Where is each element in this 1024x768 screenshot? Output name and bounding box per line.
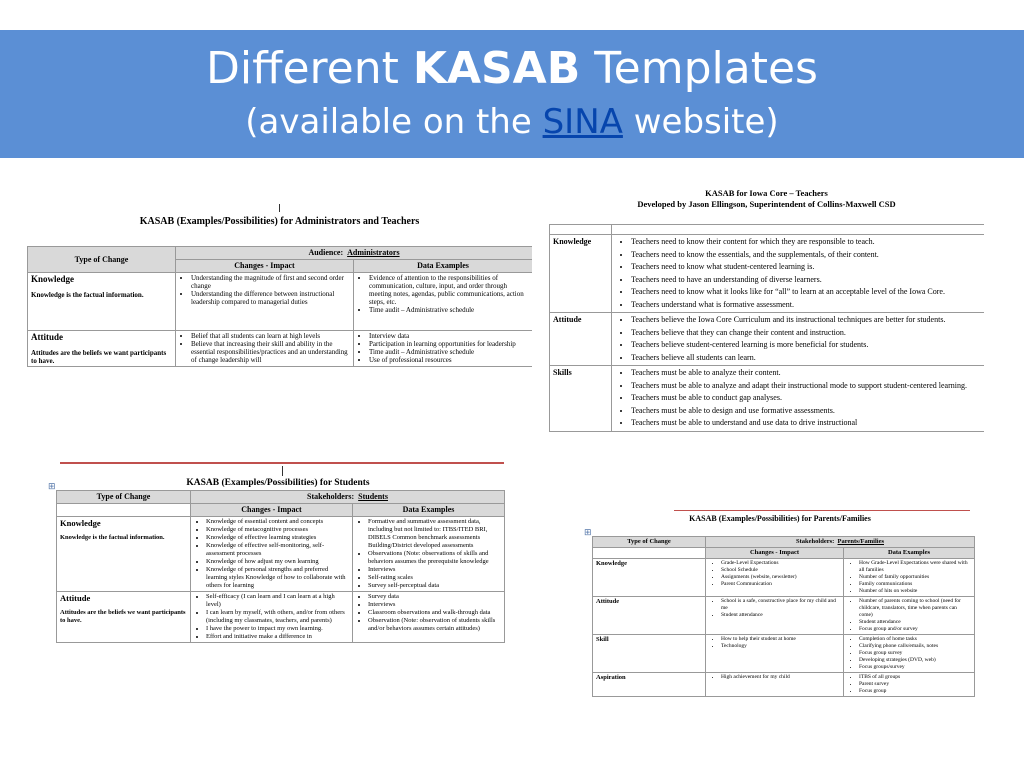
list-item: • Parent survey [859,681,971,688]
list-item: • Knowledge of metacognitive processes [206,526,349,534]
list-item: • Number of hits on website [859,588,971,595]
list-item: • Teachers believe student-centered learning is more beneficial for students. [631,339,981,352]
text-cursor [282,466,283,476]
table-row [28,273,533,331]
list-item: • Focus group [859,688,971,695]
doc-students [48,452,508,700]
list-item: • Student attendance [721,612,840,619]
list-item: • Self-efficacy (I can learn and I can learn at a high level) [206,593,349,609]
table-row [593,559,975,597]
slide-title [0,44,1024,94]
list-item: • Interview data [369,332,529,340]
column-header-data: Data Examples [844,548,975,559]
list-item: • Time audit – Administrative schedule [369,306,529,314]
list-item: • Teachers need to have an understanding of diverse learners. [631,274,981,287]
list-item: • Clarifying phone calls/emails, notes [859,643,971,650]
column-header-data: Data Examples [354,260,533,273]
row-label: Knowledge [31,274,75,284]
list-item: • Teachers must be able to understand and use data to drive instructional [631,417,981,430]
list-item: • Time audit – Administrative schedule [369,348,529,356]
sina-link[interactable]: SINA [542,102,623,142]
doc-subtitle: Developed by Jason Ellingson, Superintendent of Collins-Maxwell CSD [637,199,896,209]
list-item: • Believe that increasing their skill and ability in the essential responsibilities/practices and an understanding of change leadership will [191,340,350,364]
table-row [550,313,985,366]
list-item: • Teachers need to know what student-centered learning is. [631,261,981,274]
row-label: Skills [550,366,612,432]
slide-subtitle [0,102,1024,142]
list-item: • Focus groups/survey [859,664,971,671]
divider [674,510,970,511]
list-item: • Assignments (website, newsletter) [721,574,840,581]
title-banner [0,30,1024,158]
doc-title: KASAB (Examples/Possibilities) for Parents/Families [689,514,871,523]
table-row [550,235,985,313]
list-item: • Knowledge of personal strengths and preferred learning styles Knowledge of how to collaborate with others for learning [206,566,349,590]
subtitle-text: (available on the [245,102,543,142]
kasab-table [56,490,505,643]
list-item: • Focus group survey [859,650,971,657]
list-item: • Formative and summative assessment data, including but not limited to: ITBS/ITED BRI, DIBELS Common benchmark assessments Building/District developed assessments [368,518,501,550]
row-label: Knowledge [60,518,101,528]
list-item: • Knowledge of how adjust my own learning [206,558,349,566]
stakeholders-header [706,537,975,548]
list-item: • Completion of home tasks [859,636,971,643]
list-item: • Focus group and/or survey [859,626,971,633]
list-item: • Use of professional resources [369,356,529,364]
list-item: • Teachers believe the Iowa Core Curriculum and its instructional techniques are better for students. [631,314,981,327]
column-header-type: Type of Change [28,247,176,273]
list-item: • Teachers must be able to analyze their content. [631,367,981,380]
row-label: Attitude [31,332,63,342]
list-item: • Belief that all students can learn at high levels [191,332,350,340]
table-move-icon[interactable]: ⊞ [584,528,592,538]
list-item: • Grade-Level Expectations [721,560,840,567]
list-item: • Teachers understand what is formative assessment. [631,299,981,312]
table-row [28,331,533,367]
list-item: • Teachers must be able to design and use formative assessments. [631,405,981,418]
list-item: • Knowledge of effective self-monitoring, self-assessment processes [206,542,349,558]
list-item: • I can learn by myself, with others, and/or from others (including my classmates, teachers, and parents) [206,609,349,625]
kasab-table [549,224,984,432]
list-item: • Teachers need to know their content for which they are responsible to teach. [631,236,981,249]
table-row [593,635,975,673]
row-label: Aspiration [593,673,706,697]
list-item: • Knowledge of essential content and concepts [206,518,349,526]
list-item: • How to help their student at home [721,636,840,643]
table-row [57,517,505,592]
doc-title: KASAB for Iowa Core – Teachers [705,188,828,198]
list-item: • Family communications [859,581,971,588]
kasab-table [592,536,975,697]
title-text: Different [206,43,413,94]
list-item: • Technology [721,643,840,650]
list-item: • Student attendance [859,619,971,626]
list-item: • I have the power to impact my own learning. [206,625,349,633]
list-item: • Classroom observations and walk-through data [368,609,501,617]
list-item: • Teachers believe that they can change their content and instruction. [631,327,981,340]
list-item: • ITBS of all groups [859,674,971,681]
stakeholders-value: Parents/Families [837,538,884,545]
list-item: • Number of parents coming to school (need for childcare, translators, time when parents can come) [859,598,971,619]
column-header-impact: Changes - Impact [706,548,844,559]
list-item: • School Schedule [721,567,840,574]
stakeholders-label: Stakeholders: [307,492,355,501]
divider [60,462,504,464]
row-label: Knowledge [550,235,612,313]
row-description: Knowledge is the factual information. [31,291,144,299]
doc-title: KASAB (Examples/Possibilities) for Administrators and Teachers [139,216,420,227]
list-item: • Interviews [368,566,501,574]
stakeholders-label: Stakeholders: [796,538,835,545]
row-description: Attitudes are the beliefs we want participants to have. [31,349,167,365]
text-cursor [279,204,280,212]
list-item: • Understanding the difference between instructional leadership compared to managerial duties [191,290,350,306]
audience-value: Administrators [347,248,400,257]
list-item: • Survey self-perceptual data [368,582,501,590]
list-item: • Interviews [368,601,501,609]
list-item: • Number of family opportunities [859,574,971,581]
row-label: Attitude [60,593,91,603]
list-item: • How Grade-Level Expectations were shared with all families [859,560,971,574]
column-header-impact: Changes - Impact [191,504,353,517]
column-header-type: Type of Change [593,537,706,548]
list-item: • Developing strategies (DVD, web) [859,657,971,664]
doc-administrators-teachers [27,200,532,390]
table-row [593,673,975,697]
doc-title: KASAB (Examples/Possibilities) for Students [186,478,370,488]
list-item: • Knowledge of effective learning strategies [206,534,349,542]
row-description: Knowledge is the factual information. [60,534,165,541]
list-item: • Survey data [368,593,501,601]
title-text-end: Templates [580,43,818,94]
list-item: • School is a safe, constructive place for my child and me [721,598,840,612]
row-label: Skill [593,635,706,673]
list-item: • High achievement for my child [721,674,840,681]
list-item: • Teachers must be able to analyze and adapt their instructional mode to support student-centered learning. [631,380,981,393]
table-row [550,366,985,432]
stakeholders-value: Students [358,492,388,501]
list-item: • Teachers believe all students can learn. [631,352,981,365]
stakeholders-header [191,491,505,504]
subtitle-text-end: website) [622,102,779,142]
table-row [593,597,975,635]
doc-parents-families [584,496,976,710]
list-item: • Teachers must be able to conduct gap analyses. [631,392,981,405]
list-item: • Self-rating scales [368,574,501,582]
list-item: • Teachers need to know the essentials, and the supplementals, of their content. [631,249,981,262]
table-move-icon[interactable]: ⊞ [48,482,56,492]
row-label: Attitude [550,313,612,366]
list-item: • Observation (Note: observation of students skills and/or behaviors assumes certain attitudes) [368,617,501,633]
list-item: • Observations (Note: observations of skills and behaviors assumes the prerequisite knowledge [368,550,501,566]
title-bold-text: KASAB [412,43,581,94]
table-row [57,592,505,643]
column-header-impact: Changes - Impact [176,260,354,273]
list-item: • Teachers need to know what it looks like for “all” to learn at an acceptable level of the Iowa Core. [631,286,981,299]
row-label: Knowledge [593,559,706,597]
doc-iowa-core-teachers [549,186,984,466]
list-item: • Understanding the magnitude of first and second order change [191,274,350,290]
column-header-type: Type of Change [57,491,191,504]
kasab-table [27,246,532,367]
list-item: • Participation in learning opportunities for leadership [369,340,529,348]
row-label: Attitude [593,597,706,635]
list-item: • Evidence of attention to the responsibilities of communication, culture, input, and order through meeting notes, agendas, public communications, action steps, etc. [369,274,529,306]
list-item: • Effort and initiative make a difference in [206,633,349,641]
row-description: Attitudes are the beliefs we want participants to have. [60,609,186,624]
list-item: • Parent Communication [721,581,840,588]
column-header-data: Data Examples [353,504,505,517]
audience-label: Audience: [308,248,344,257]
audience-header [176,247,533,260]
